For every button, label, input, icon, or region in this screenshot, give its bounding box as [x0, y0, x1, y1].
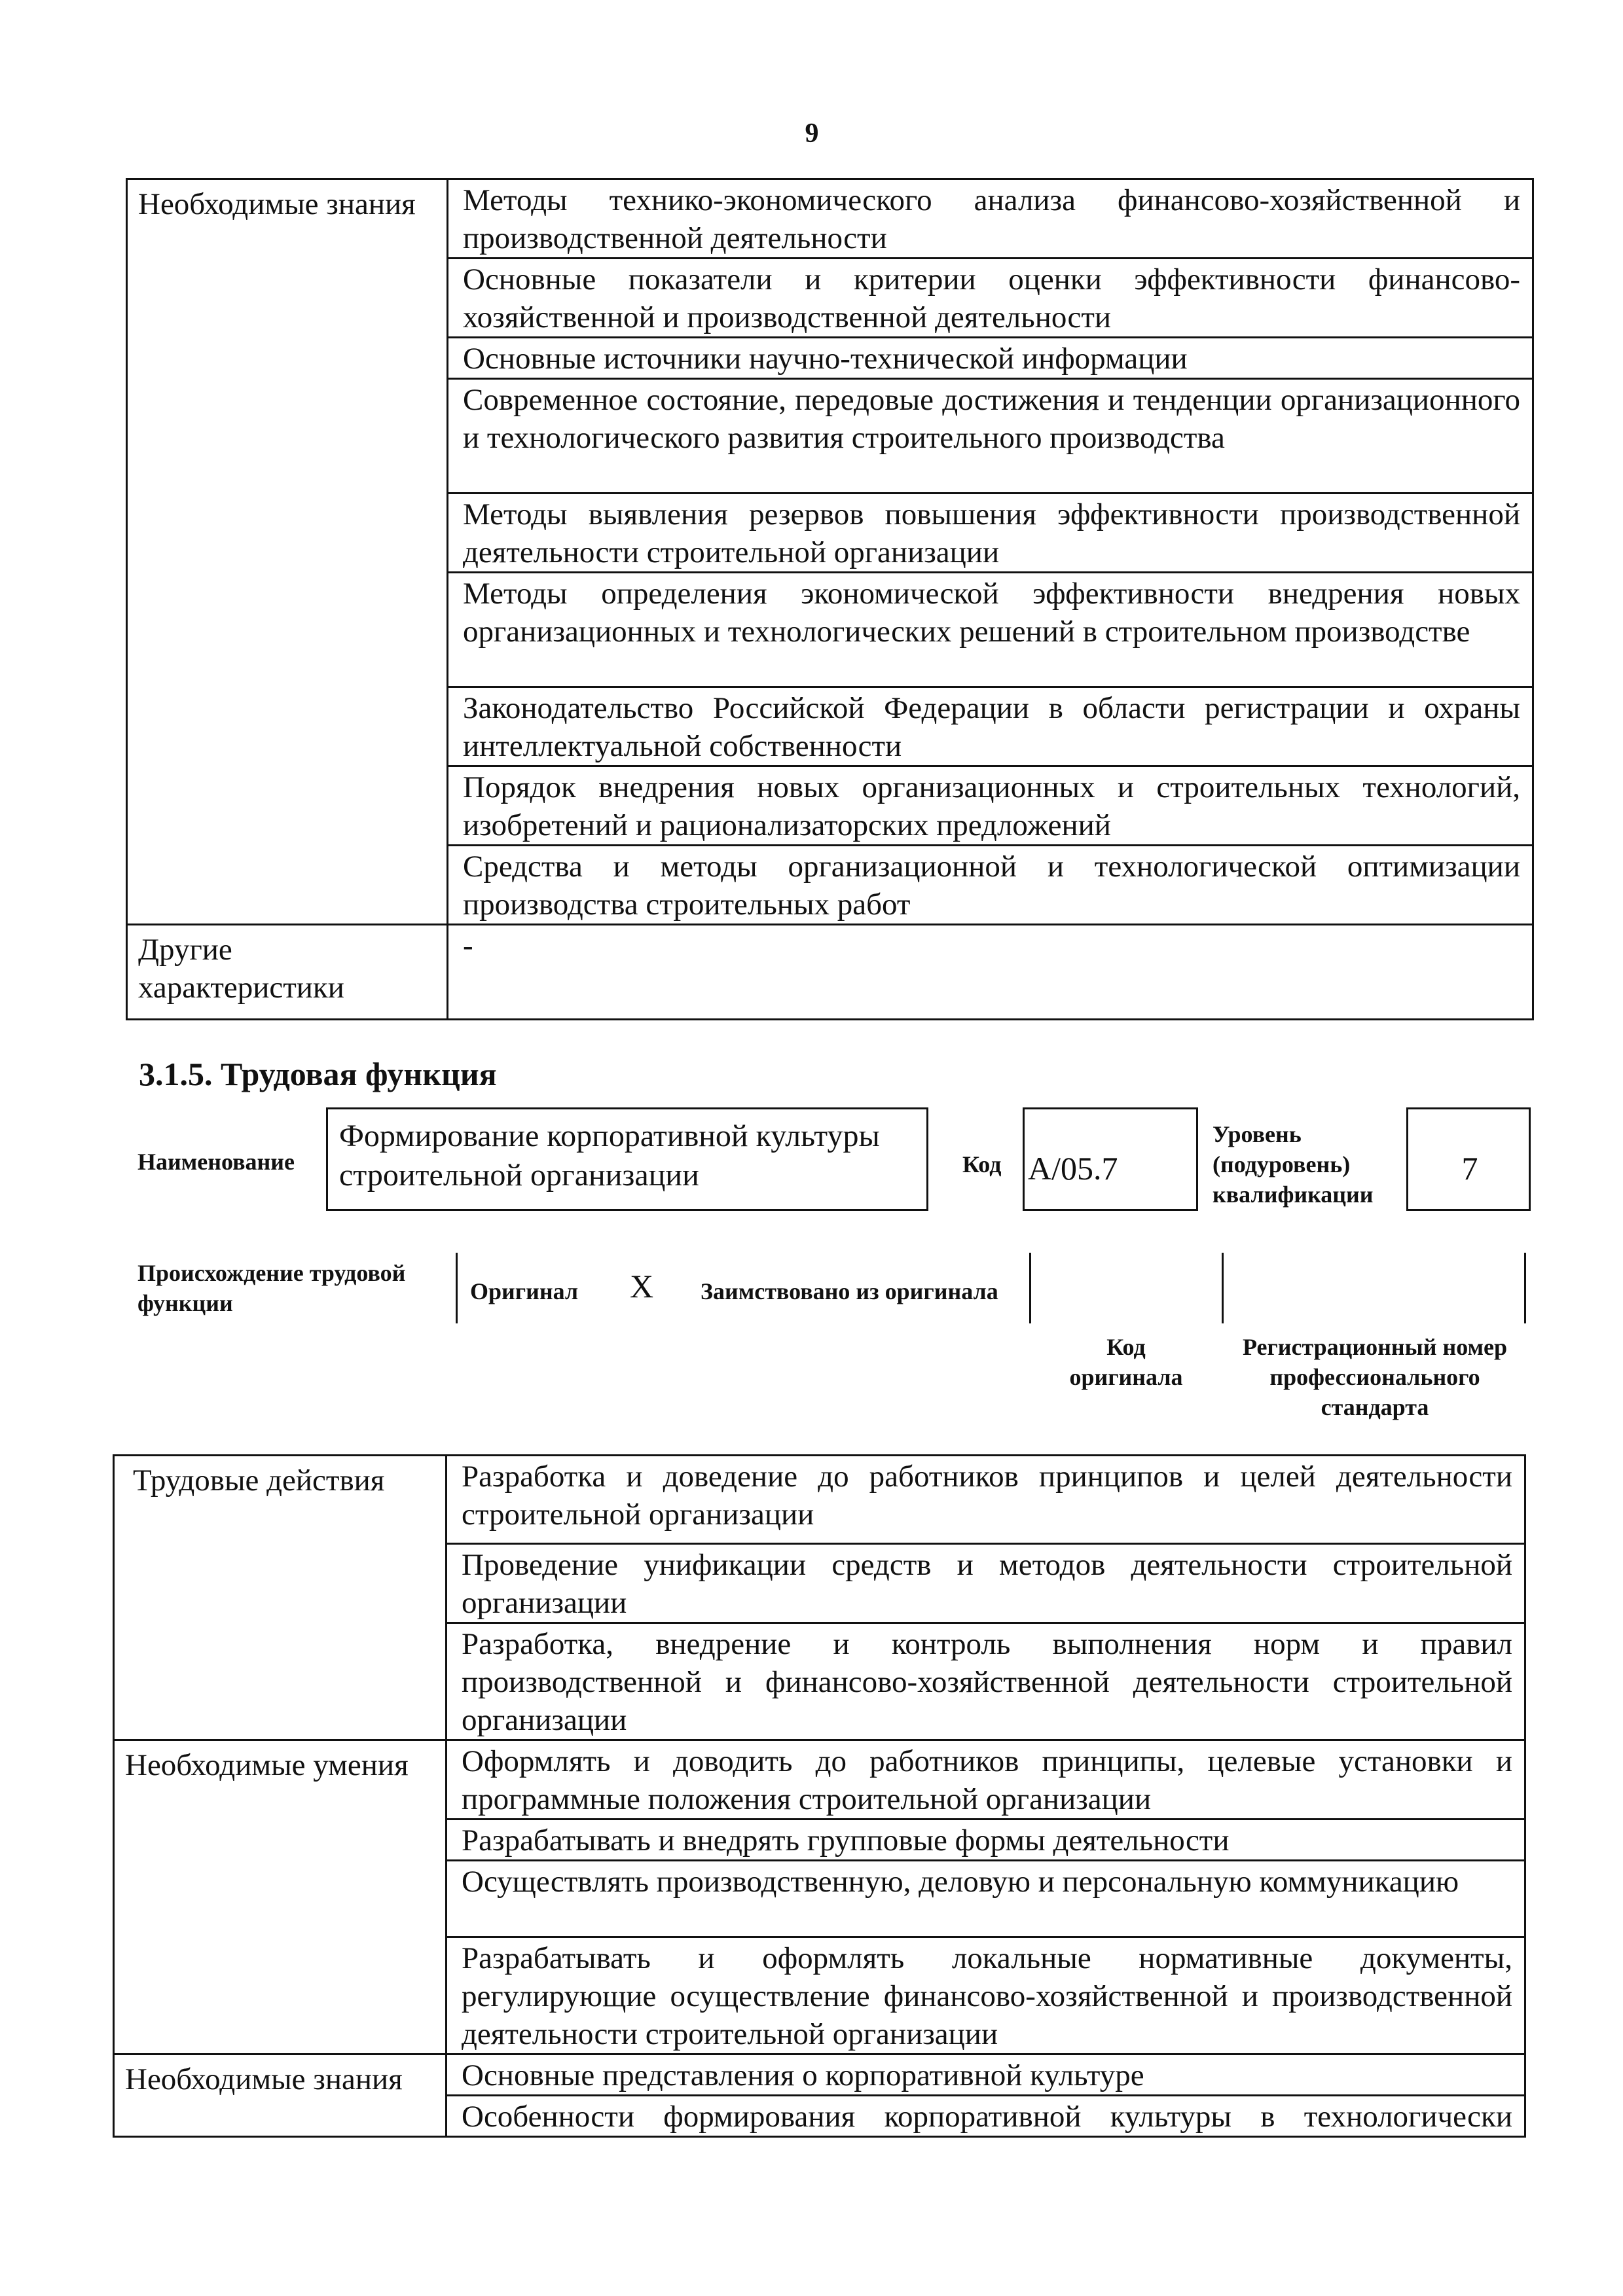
row-label-skills: Необходимые умения	[114, 1740, 447, 2054]
section-title: 3.1.5. Трудовая функция	[139, 1056, 497, 1092]
table-row	[114, 2054, 1525, 2096]
origin-label-2: функции	[137, 1290, 233, 1316]
reg-number-divider	[1524, 1253, 1526, 1323]
knowledge-table	[126, 178, 1534, 1020]
code-label: Код	[962, 1151, 1002, 1177]
borrowed-label: Заимствовано из оригинала	[701, 1278, 998, 1304]
original-mark: X	[630, 1268, 654, 1304]
reg-caption-2: профессионального	[1269, 1364, 1480, 1390]
actions-table	[113, 1454, 1526, 2138]
knowledge-item: Основные представления о корпоративной культуре	[447, 2054, 1525, 2096]
knowledge-item: Средства и методы организационной и технологической оптимизации производства строительных работ	[448, 846, 1533, 925]
borrowed-divider	[1029, 1253, 1031, 1323]
action-item: Разработка и доведение до работников принципов и целей деятельности строительной организации	[447, 1456, 1525, 1544]
knowledge-item: Современное состояние, передовые достижения и тенденции организационного и технологического развития строительного производства	[448, 379, 1533, 493]
code-original-caption-1: Код	[1106, 1334, 1146, 1360]
knowledge-item: Методы выявления резервов повышения эффективности производственной деятельности строительной организации	[448, 493, 1533, 573]
reg-caption-1: Регистрационный номер	[1242, 1334, 1508, 1360]
page-number: 9	[805, 118, 819, 149]
name-value: Формирование корпоративной культуры строительной организации	[339, 1119, 880, 1193]
knowledge-item: Особенности формирования корпоративной культуры в технологически	[447, 2096, 1525, 2137]
skill-item: Осуществлять производственную, деловую и персональную коммуникацию	[447, 1861, 1525, 1937]
knowledge-item: Основные показатели и критерии оценки эффективности финансово-хозяйственной и производственной деятельности	[448, 259, 1533, 338]
row-label-other: Другие характеристики	[127, 925, 448, 1020]
name-label: Наименование	[137, 1149, 295, 1175]
skill-item: Разрабатывать и оформлять локальные нормативные документы, регулирующие осуществление финансово-хозяйственной и производственной деятельности строительной организации	[447, 1937, 1525, 2054]
other-value: -	[448, 925, 1533, 1020]
level-label-3: квалификации	[1213, 1181, 1374, 1208]
row-label-actions: Трудовые действия	[114, 1456, 447, 1740]
original-label: Оригинал	[470, 1278, 579, 1304]
row-label-knowledge-bottom: Необходимые знания	[114, 2054, 447, 2137]
code-original-divider	[1222, 1253, 1224, 1323]
table-row	[127, 179, 1533, 259]
table-row	[114, 1740, 1525, 1820]
level-label-2: (подуровень)	[1213, 1151, 1351, 1177]
knowledge-item: Порядок внедрения новых организационных и строительных технологий, изобретений и рационализаторских предложений	[448, 766, 1533, 846]
level-label-1: Уровень	[1213, 1121, 1302, 1147]
knowledge-item: Законодательство Российской Федерации в области регистрации и охраны интеллектуальной собственности	[448, 687, 1533, 766]
code-original-caption-2: оригинала	[1069, 1364, 1183, 1390]
skill-item: Разрабатывать и внедрять групповые формы деятельности	[447, 1820, 1525, 1861]
level-value: 7	[1461, 1150, 1478, 1187]
knowledge-item: Методы определения экономической эффективности внедрения новых организационных и технологических решений в строительном производстве	[448, 573, 1533, 687]
table-row	[127, 925, 1533, 1020]
action-item: Проведение унификации средств и методов деятельности строительной организации	[447, 1544, 1525, 1623]
origin-divider	[456, 1253, 458, 1323]
skill-item: Оформлять и доводить до работников принципы, целевые установки и программные положения строительной организации	[447, 1740, 1525, 1820]
knowledge-item: Методы технико-экономического анализа финансово-хозяйственной и производственной деятельности	[448, 179, 1533, 259]
code-value: A/05.7	[1028, 1150, 1118, 1187]
reg-caption-3: стандарта	[1321, 1394, 1429, 1420]
action-item: Разработка, внедрение и контроль выполнения норм и правил производственной и финансово-хозяйственной деятельности строительной организации	[447, 1623, 1525, 1740]
table-row	[114, 1456, 1525, 1544]
knowledge-item: Основные источники научно-технической информации	[448, 338, 1533, 379]
row-label-knowledge: Необходимые знания	[127, 179, 448, 925]
origin-label-1: Происхождение трудовой	[137, 1260, 406, 1286]
